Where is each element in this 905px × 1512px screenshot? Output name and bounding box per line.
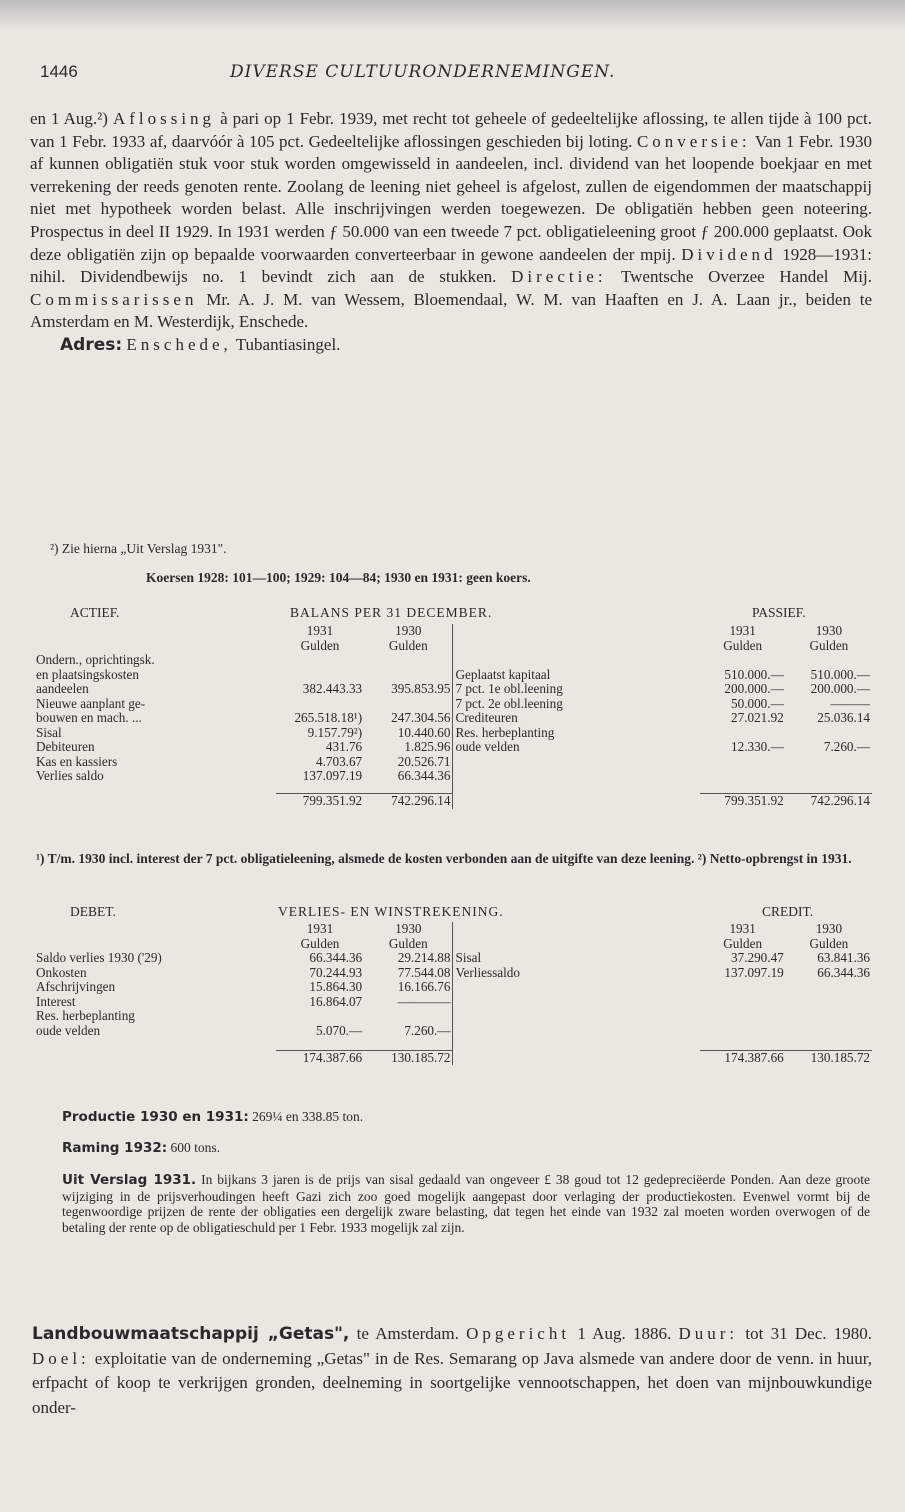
- left-value-b: [364, 668, 453, 683]
- left-label: Verlies saldo: [36, 768, 104, 783]
- productie-label: Productie 1930 en 1931:: [62, 1109, 249, 1125]
- duur-term: Duur:: [678, 1324, 739, 1343]
- table-row: [34, 966, 872, 981]
- left-value-a: 70.244.93: [309, 964, 363, 980]
- getas-text-d: exploitatie van de onderneming „Getas" in de Res. Semarang op Java alsmede van andere door de venn. in huur, erfpacht of koop te verkrijgen gronden, deelneming in soortgelijke vennootschappen, het doen van mijnbouwkundige onder-: [32, 1348, 872, 1417]
- left-value-a: 4.703.67: [315, 753, 363, 769]
- left-value-b: [364, 653, 453, 668]
- right-value-b: [786, 1024, 872, 1039]
- left-label: Debiteuren: [36, 739, 95, 754]
- balans-year-b: 1930: [395, 623, 422, 638]
- left-label: bouwen en mach. ...: [36, 710, 142, 725]
- right-value-b: 510.000.—: [810, 666, 870, 682]
- left-value-a: 137.097.19: [302, 768, 363, 783]
- balans-cur-b-right: Gulden: [809, 637, 849, 653]
- left-value-b: 10.440.60: [397, 724, 451, 740]
- table-row: [34, 726, 872, 741]
- commissarissen-term: Commissarissen: [30, 289, 198, 309]
- intro-text-a: en 1 Aug.²): [30, 109, 113, 128]
- directie-term: Directie:: [511, 267, 607, 287]
- left-value-a: 15.864.30: [309, 979, 363, 994]
- balans-year-a-right: 1931: [729, 623, 756, 638]
- left-value-b: 20.526.71: [397, 753, 451, 769]
- right-value-a: [700, 769, 786, 784]
- left-label: aandeelen: [36, 681, 89, 696]
- right-value-b: 7.260.—: [823, 739, 870, 754]
- right-label: [453, 755, 700, 770]
- left-label: Sisal: [36, 724, 62, 740]
- table-row: [34, 740, 872, 755]
- left-value-a: 431.76: [325, 739, 363, 754]
- intro-text-b: à pari op 1 Febr. 1939, met recht tot geheele of gedeeltelijke aflossing, te allen tijde à 100 pct. van 1 Febr. 1933 af, daarvóór à 105 pct. Gedeeltelijke aflossingen geschieden bij loting.: [30, 109, 872, 151]
- left-label: Ondern., oprichtingsk.: [36, 652, 155, 667]
- left-label: Kas en kassiers: [36, 753, 118, 769]
- right-value-b: [786, 1009, 872, 1024]
- table-row: [34, 755, 872, 770]
- verslag-paragraph: [62, 1172, 870, 1235]
- doel-term: Doel:: [32, 1348, 90, 1368]
- balans-table: [34, 624, 872, 809]
- right-label: oude velden: [453, 740, 700, 755]
- left-value-a: [276, 668, 364, 683]
- right-label: [453, 653, 700, 668]
- productie-line: [62, 1109, 363, 1125]
- left-value-a: 382.443.33: [302, 681, 363, 696]
- left-value-a: 265.518.18¹): [294, 710, 363, 725]
- left-label: Afschrijvingen: [36, 979, 116, 994]
- left-value-b: [364, 697, 453, 712]
- right-label: [453, 1024, 700, 1039]
- wv-cur-b: Gulden: [388, 935, 428, 951]
- table-row: [34, 697, 872, 712]
- balans-title: BALANS PER 31 DECEMBER.: [290, 605, 493, 620]
- wv-total-b-right: 130.185.72: [786, 1050, 872, 1065]
- adres-label: Adres:: [60, 334, 123, 355]
- right-label: Verliessaldo: [453, 966, 700, 981]
- getas-text-a: te Amsterdam.: [349, 1324, 467, 1343]
- intro-text-c: Van 1 Febr. 1930 af kunnen obligatiën stuk voor stuk worden omgewisseld in aandeelen, incl. dividend van het loopende boekjaar en met verrekening der reeds genoten rente. Zoolang de leening niet geheel is afgelost, zullen de eigendommen der maatschappij niet met hypotheek worden belast. Alle inschrijvingen werden toegewezen. De obligatiën hebben geen noteering. Prospectus in deel II 1929. In 1931 werden ƒ 50.000 van een tweede 7 pct. obligatieleening groot ƒ 200.000 geplaatst. Ook deze obligatiën zijn op bepaalde voorwaarden converteerbaar in gewone aandeelen der mpij.: [30, 131, 872, 264]
- running-title: DIVERSE CULTUURONDERNEMINGEN.: [230, 62, 616, 82]
- intro-text-f: Mr. A. J. M. van Wessem, Bloemendaal, W. M. van Haaften en J. A. Laan jr., beiden te Amsterdam en M. Westerdijk, Enschede.: [30, 289, 872, 332]
- right-label: Geplaatst kapitaal: [453, 668, 700, 683]
- left-value-b: 66.344.36: [397, 768, 451, 783]
- table-row: [34, 951, 872, 966]
- right-value-b: [786, 769, 872, 784]
- right-label: [453, 980, 700, 995]
- wv-total-a-right: 174.387.66: [700, 1050, 786, 1065]
- right-value-a: 27.021.92: [731, 710, 784, 725]
- right-label: Sisal: [453, 951, 700, 966]
- balans-left-head: ACTIEF.: [70, 605, 120, 620]
- table-row: [34, 980, 872, 995]
- balans-year-b-right: 1930: [815, 623, 843, 638]
- adres-city: Enschede,: [126, 334, 232, 354]
- getas-text-b: 1 Aug. 1886.: [570, 1324, 679, 1343]
- left-value-b: 395.853.95: [391, 681, 451, 696]
- left-value-a: 5.070.—: [315, 1022, 363, 1038]
- table-row: [34, 995, 872, 1010]
- balans-total-b: 742.296.14: [364, 794, 453, 809]
- right-value-a: [700, 1024, 786, 1039]
- page-header: [40, 62, 870, 86]
- right-label: [453, 995, 700, 1010]
- right-label: Crediteuren: [453, 711, 700, 726]
- left-value-a: [276, 653, 364, 668]
- intro-text-d: 1928—1931: nihil. Dividendbewijs no. 1 bevindt zich aan de stukken.: [30, 244, 872, 287]
- koersen: Koersen 1928: 101—100; 1929: 104—84; 1930 en 1931: geen koers.: [146, 570, 531, 585]
- productie-value: 269¼ en 338.85 ton.: [248, 1109, 364, 1124]
- balans-note: ¹) T/m. 1930 incl. interest der 7 pct. obligatieleening, alsmede de kosten verbonden aan de uitgifte van deze leening. ²) Netto-opbrengst in 1931.: [36, 851, 852, 866]
- right-value-a: 200.000.—: [724, 681, 784, 696]
- right-label: 7 pct. 2e obl.leening: [453, 697, 700, 712]
- left-label: Res. herbeplanting: [36, 1008, 135, 1023]
- left-value-a: 66.344.36: [309, 950, 363, 965]
- right-value-b: 200.000.—: [810, 681, 870, 696]
- left-label: Onkosten: [36, 964, 87, 980]
- wv-total-b: 130.185.72: [364, 1050, 453, 1065]
- aflossing-term: Aflossing: [112, 109, 216, 128]
- right-value-a: 137.097.19: [724, 964, 784, 980]
- left-value-a: 16.864.07: [309, 993, 363, 1009]
- left-label: Interest: [36, 993, 76, 1009]
- right-value-b: 63.841.36: [817, 950, 870, 965]
- right-label: [453, 769, 700, 784]
- right-value-a: 12.330.—: [731, 739, 784, 754]
- right-value-a: 510.000.—: [724, 666, 784, 682]
- dividend-term: Dividend: [681, 244, 777, 264]
- wv-left-head: DEBET.: [70, 904, 116, 919]
- right-value-b: 25.036.14: [817, 710, 870, 725]
- right-label: 7 pct. 1e obl.leening: [453, 682, 700, 697]
- balans-year-a: 1931: [306, 623, 334, 638]
- right-label: Res. herbeplanting: [453, 726, 700, 741]
- raming-label: Raming 1932:: [62, 1140, 168, 1156]
- left-value-b: 29.214.88: [397, 950, 451, 965]
- conversie-term: Conversie:: [636, 131, 751, 151]
- left-value-a: [276, 697, 364, 712]
- verslag-label: Uit Verslag 1931.: [62, 1172, 197, 1188]
- balans-total-a: 799.351.92: [276, 794, 364, 809]
- left-value-a: [276, 1009, 364, 1024]
- verslag-text: In bijkans 3 jaren is de prijs van sisal gedaald van ongeveer £ 38 goud tot 12 gedepreciëerde Ponden. Aan deze groote wijziging in de prijsverhoudingen heeft Gazi zich zoo goed mogelijk aangepast door verlaging der productiekosten. Evenwel vormt bij de tegenwoordige prijzen de rente der obligaties een dergelijk zware belasting, dat tegen het einde van 1932 zal moeten worden overwogen of de betaling der rente op de obligatieschuld per 1 Febr. 1933 mogelijk zal zijn.: [62, 1172, 870, 1235]
- page-top-shadow: [0, 0, 905, 30]
- right-value-a: [700, 726, 786, 741]
- balans-right-head: PASSIEF.: [752, 605, 806, 620]
- wv-table: [34, 922, 872, 1065]
- right-value-b: 66.344.36: [817, 964, 870, 980]
- footnote-2: ²) Zie hierna „Uit Verslag 1931".: [50, 541, 227, 556]
- adres-street: Tubantiasingel.: [231, 334, 341, 354]
- balans-total-b-right: 742.296.14: [786, 794, 872, 809]
- intro-text-e: Twentsche Overzee Handel Mij.: [606, 267, 872, 287]
- wv-year-a: 1931: [306, 921, 334, 936]
- table-row: [34, 1024, 872, 1039]
- left-value-b: 247.304.56: [391, 710, 451, 725]
- right-value-b: [786, 995, 872, 1010]
- wv-year-a-right: 1931: [729, 921, 756, 936]
- wv-cur-a-right: Gulden: [723, 935, 763, 951]
- right-value-b: [786, 755, 872, 770]
- left-value-b: [364, 1009, 453, 1024]
- wv-year-b: 1930: [395, 921, 422, 936]
- wv-year-b-right: 1930: [815, 921, 843, 936]
- right-value-a: [700, 653, 786, 668]
- balans-cur-a: Gulden: [300, 637, 340, 653]
- getas-paragraph: [32, 1322, 872, 1420]
- left-value-b: 77.544.08: [397, 964, 451, 980]
- getas-name: Landbouwmaatschappij „Getas",: [32, 1324, 350, 1344]
- wv-right-head: CREDIT.: [762, 904, 814, 919]
- right-value-a: 50.000.—: [731, 695, 784, 711]
- balans-total-a-right: 799.351.92: [700, 794, 786, 809]
- right-value-a: [700, 1009, 786, 1024]
- table-row: [34, 769, 872, 784]
- raming-value: 600 tons.: [167, 1140, 221, 1155]
- left-value-a: 9.157.79²): [307, 724, 363, 740]
- right-label: [453, 1009, 700, 1024]
- opgericht-term: Opgericht: [466, 1324, 571, 1343]
- left-label: Nieuwe aanplant ge-: [36, 695, 146, 711]
- right-value-b: ———: [830, 695, 870, 711]
- wv-cur-b-right: Gulden: [809, 935, 849, 951]
- right-value-b: [786, 726, 872, 741]
- intro-paragraph: [30, 108, 872, 357]
- left-value-b: ————: [397, 993, 451, 1009]
- right-value-a: [700, 995, 786, 1010]
- balans-cur-a-right: Gulden: [723, 637, 763, 653]
- balans-cur-b: Gulden: [388, 637, 428, 653]
- raming-line: [62, 1140, 220, 1156]
- left-value-b: 16.166.76: [397, 979, 451, 994]
- table-row: [34, 682, 872, 697]
- getas-text-c: tot 31 Dec. 1980.: [738, 1324, 872, 1343]
- table-row: [34, 653, 872, 668]
- page-number: 1446: [40, 62, 78, 81]
- left-value-b: 7.260.—: [404, 1022, 451, 1038]
- wv-total-a: 174.387.66: [276, 1050, 364, 1065]
- left-label: oude velden: [36, 1022, 101, 1038]
- table-row: [34, 711, 872, 726]
- right-value-b: [786, 980, 872, 995]
- wv-title: VERLIES- EN WINSTREKENING.: [278, 904, 504, 919]
- left-label: en plaatsingskosten: [36, 666, 139, 682]
- right-value-a: 37.290.47: [731, 950, 784, 965]
- right-value-b: [786, 653, 872, 668]
- table-row: [34, 1009, 872, 1024]
- right-value-a: [700, 755, 786, 770]
- wv-cur-a: Gulden: [300, 935, 340, 951]
- table-row: [34, 668, 872, 683]
- left-label: Saldo verlies 1930 ('29): [36, 950, 162, 965]
- left-value-b: 1.825.96: [404, 739, 451, 754]
- right-value-a: [700, 980, 786, 995]
